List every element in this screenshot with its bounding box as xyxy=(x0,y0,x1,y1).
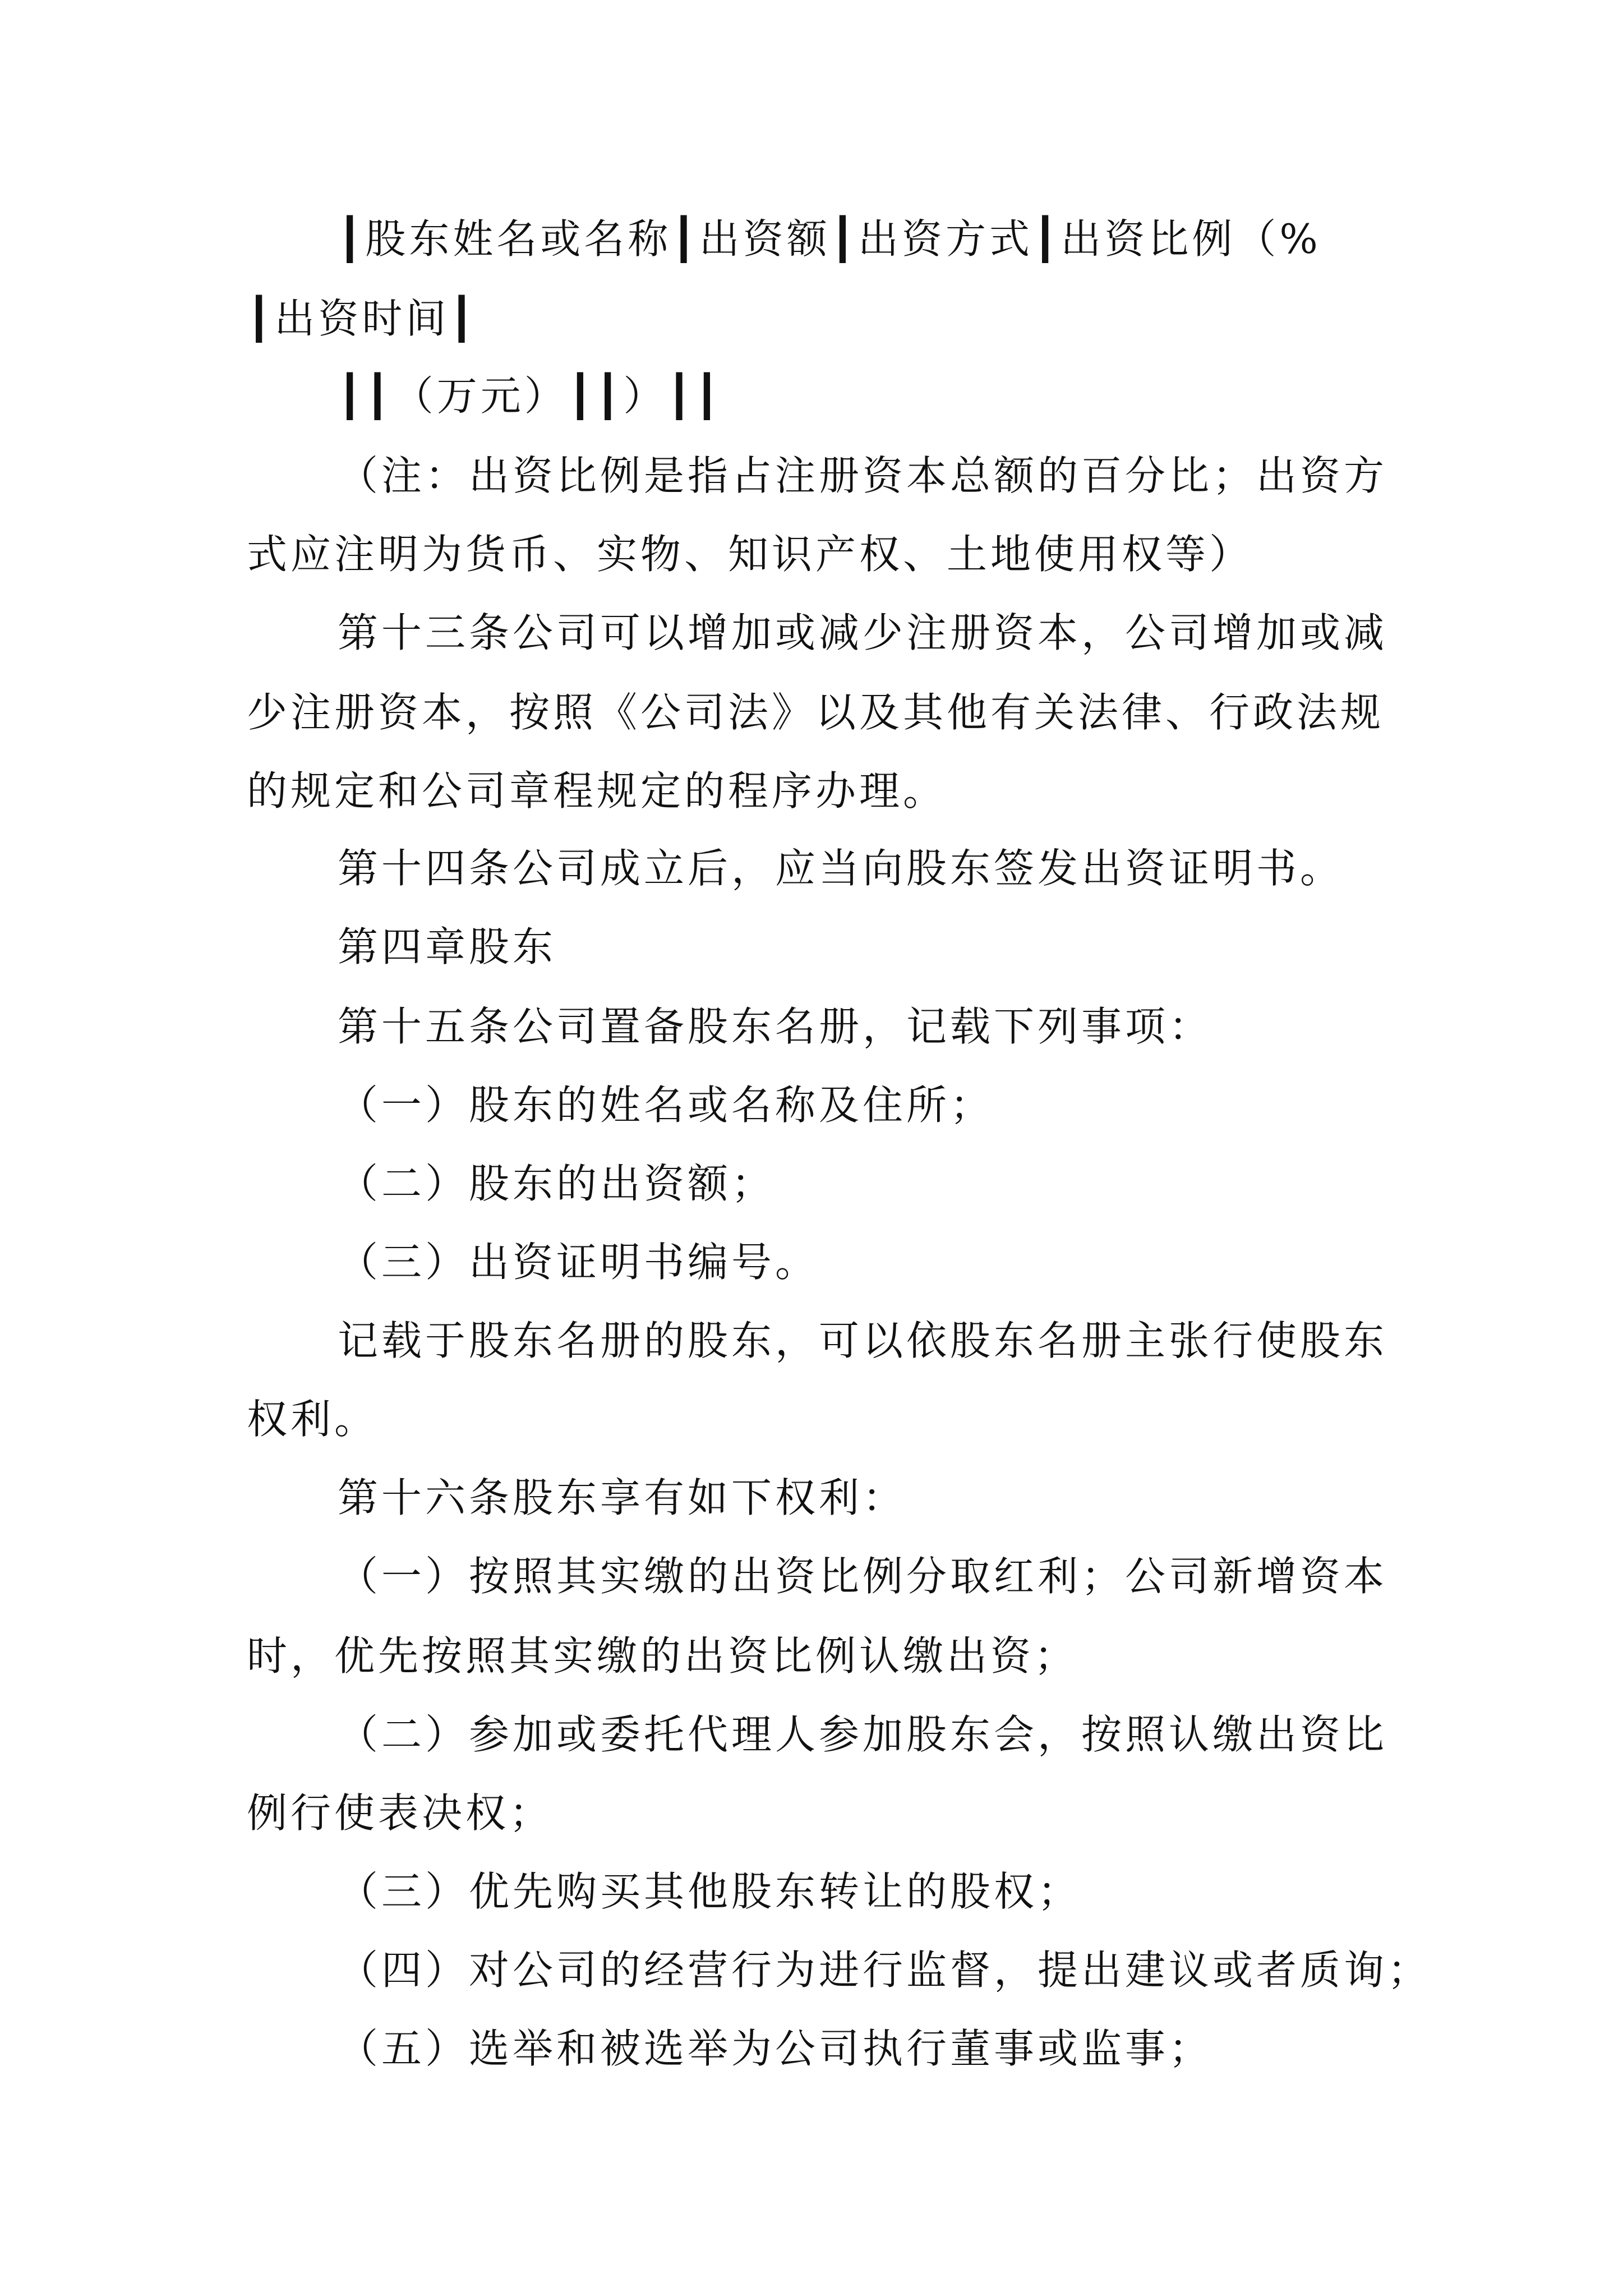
article-16-item-2-line-2: 例行使表决权； xyxy=(247,1789,554,1837)
chapter-4-heading: 第四章股东 xyxy=(338,923,557,970)
note-line-2: 式应注明为货币、实物、知识产权、土地使用权等） xyxy=(247,531,1253,578)
article-13-line-1: 第十三条公司可以增加或减少注册资本，公司增加或减 xyxy=(338,609,1388,656)
table-unit-line: ┃┃（万元）┃┃）┃┃ xyxy=(338,372,723,420)
article-16-item-2-line-1: （二）参加或委托代理人参加股东会，按照认缴出资比 xyxy=(338,1711,1388,1758)
article-13-line-3: 的规定和公司章程规定的程序办理。 xyxy=(247,767,947,815)
article-16-item-4: （四）对公司的经营行为进行监督，提出建议或者质询； xyxy=(338,1947,1432,1994)
article-16-item-1-line-2: 时，优先按照其实缴的出资比例认缴出资； xyxy=(247,1632,1078,1680)
article-16-item-3: （三）优先购买其他股东转让的股权； xyxy=(338,1868,1082,1915)
article-15-item-3: （三）出资证明书编号。 xyxy=(338,1239,819,1286)
article-16-item-1-line-1: （一）按照其实缴的出资比例分取红利；公司新增资本 xyxy=(338,1553,1388,1600)
article-13-line-2: 少注册资本，按照《公司法》以及其他有关法律、行政法规 xyxy=(247,689,1385,736)
register-rights-line-1: 记载于股东名册的股东，可以依股东名册主张行使股东 xyxy=(338,1317,1388,1364)
article-15-item-2: （二）股东的出资额； xyxy=(338,1160,776,1207)
article-15: 第十五条公司置备股东名册，记载下列事项： xyxy=(338,1003,1213,1050)
article-16-item-5: （五）选举和被选举为公司执行董事或监事； xyxy=(338,2025,1213,2072)
table-header-line-1: ┃股东姓名或名称┃出资额┃出资方式┃出资比例（% xyxy=(338,215,1321,263)
article-14: 第十四条公司成立后，应当向股东签发出资证明书。 xyxy=(338,845,1344,892)
article-15-item-1: （一）股东的姓名或名称及住所； xyxy=(338,1082,994,1129)
note-line-1: （注：出资比例是指占注册资本总额的百分比；出资方 xyxy=(338,452,1388,499)
table-header-line-2: ┃出资时间┃ xyxy=(247,295,477,342)
register-rights-line-2: 权利。 xyxy=(247,1396,379,1443)
article-16: 第十六条股东享有如下权利： xyxy=(338,1474,907,1521)
